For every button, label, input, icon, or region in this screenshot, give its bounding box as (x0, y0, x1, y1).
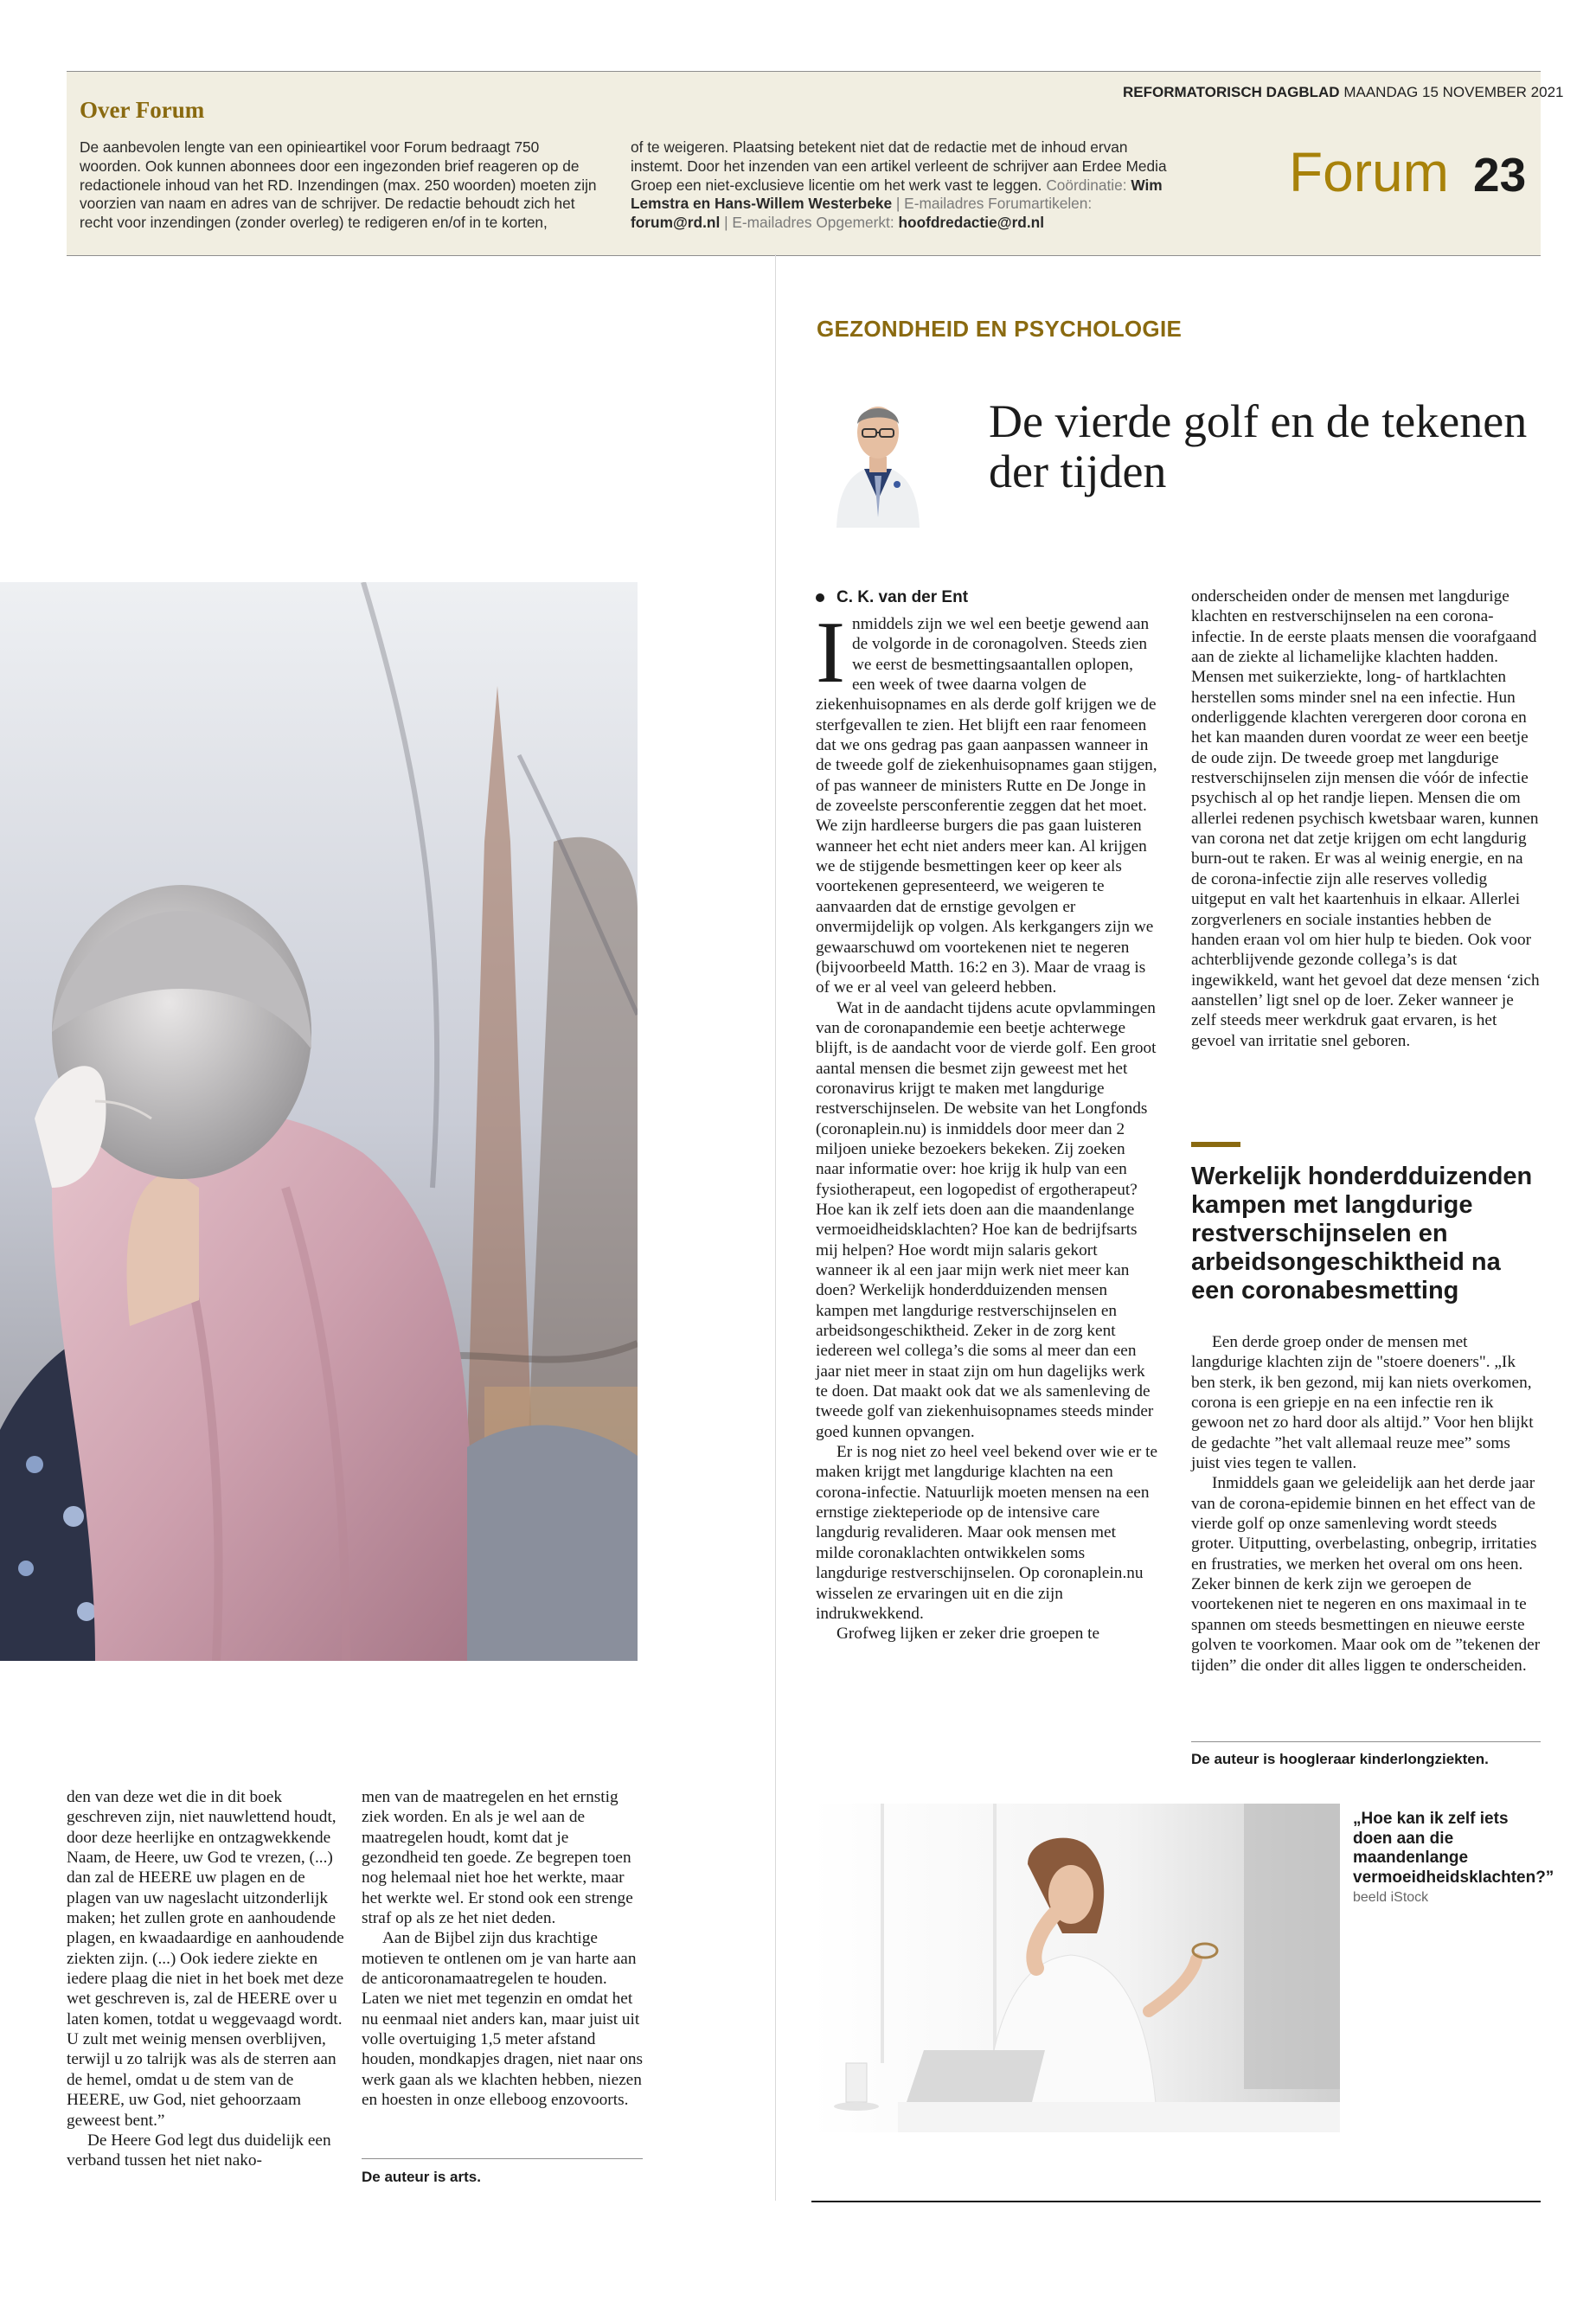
article-column-2 (1191, 586, 1541, 1051)
pull-quote: Werkelijk honderdduizenden kampen met langdurige restverschijnselen en arbeidsongeschiktheid na een coronabesmetting (1191, 1163, 1533, 1304)
tired-woman-office-photo (811, 1804, 1340, 2132)
paragraph: den van deze wet die in dit boek geschreven zijn, niet nauwlettend houdt, door deze heerlijke en ontzagwekkende Naam, de Heere, uw God te vrezen, (...) dan zal de HEERE uw plagen en de plagen van uw nageslacht uitzonderlijk maken; het zullen grote en aanhoudende plagen, en kwaadaardige en aanhoudende ziekten zijn. (...) Ook iedere ziekte en iedere plaag die niet in het boek met deze wet geschreven is, zal de HEERE over u laten komen, totdat u weggevaagd wordt. U zult met weinig mensen overblijven, terwijl u zo talrijk was als de sterren aan de hemel, omdat u de stem van de HEERE, uw God, niet gehoorzaam geweest bent.” (67, 1788, 344, 2130)
email-forum-link[interactable]: forum@rd.nl (631, 214, 721, 232)
paragraph: Grofweg lijken er zeker drie groepen te (836, 1625, 1100, 1644)
forum-intro-column-2 (631, 138, 1170, 233)
author-portrait (830, 379, 926, 528)
paragraph-text: nmiddels zijn we wel een beetje gewend aan de volgorde in de coronagolven. Steeds zien we eerst de besmettingsaantallen oplopen, een week of twee daarna volgen de ziekenhuisopnames en als derde golf krijgen we de sterfgevallen te zien. Het blijft een raar fenomeen dat we ons gedrag pas gaan aanpassen wanneer in de tweede golf de ziekenhuisopnames gaan stijgen, of pas wanneer de ministers Rutte en De Jonge in de zoveelste persconferentie zeggen dat het moet. We zijn hardleerse burgers die pas gaan luisteren wanneer het echt niet anders meer kan. Al krijgen we de stijgende besmettingen keer op keer als voortekenen gepresenteerd, we weigeren te aanvaarden dat de ernstige gevolgen er onvermijdelijk op volgen. Als kerkgangers zijn we gewaarschuwd om voortekenen niet te negeren (bijvoorbeeld Matth. 16:2 en 3). Maar de vraag is of we er al veel van geleerd hebben. (816, 615, 1157, 997)
paragraph (816, 604, 1157, 998)
byline-bullet-icon (816, 593, 824, 602)
left-article-column-1 (67, 1787, 352, 2171)
column-gutter-rule (775, 254, 776, 2201)
author-name: C. K. van der Ent (836, 588, 969, 606)
caption-quote: „Hoe kan ik zelf iets doen aan die maandenlange vermoeidheidsklachten?” (1353, 1810, 1554, 1887)
caption-credit: beeld iStock (1353, 1890, 1429, 1905)
pull-quote-rule (1191, 1142, 1240, 1147)
bottom-rule (811, 2201, 1541, 2202)
page-number: 23 (1473, 148, 1527, 202)
paragraph: Een derde groep onder de mensen met langdurige klachten zijn de "stoere doeners". „Ik ben sterk, ik ben gezond, mij kan niets overkomen, corona is een griepje en na een infectie ren ik gewoon net zo hard door als altijd.” Voor hen blijkt de gedachte ”het valt allemaal reuze mee” soms juist vies tegen te vallen. (1191, 1333, 1534, 1473)
paragraph: men van de maatregelen en het ernstig ziek worden. En als je wel aan de maatregelen houdt, komt dat je gezondheid ten goede. Ze begrepen toen nog helemaal niet hoe het werkte, maar het werkte wel. Er stond ook een strenge straf op als ze het niet deden. (362, 1788, 633, 1928)
left-article-column-2 (362, 1787, 643, 2111)
over-forum-title: Over Forum (80, 97, 205, 123)
photo-caption (1353, 1810, 1554, 1908)
forum-intro-column-1: De aanbevolen lengte van een opinieartikel voor Forum bedraagt 750 woorden. Ook kunnen abonnees door een ingezonden brief reageren op de redactionele inhoud van het RD. Inzendingen (max. 250 woorden) moeten zijn voorzien van naam en adres van de schrijver. De redactie behoudt zich het recht voor inzendingen (zonder overleg) te redigeren en/of in te korten, (80, 138, 597, 232)
left-author-note-rule (362, 2158, 643, 2159)
drop-cap: I (816, 604, 845, 702)
newspaper-name: REFORMATORISCH DAGBLAD (1123, 84, 1340, 100)
coordination-label: Coördinatie: (1046, 176, 1127, 194)
article-column-2-continued (1191, 1332, 1541, 1676)
woman-with-mask-photo (0, 582, 638, 1661)
section-label: GEZONDHEID EN PSYCHOLOGIE (817, 316, 1183, 342)
paragraph: Wat in de aandacht tijdens acute opvlammingen van de coronapandemie een beetje achterwege blijft, is de aandacht voor de vierde golf. Een groot aantal mensen die besmet zijn geweest met het coronavirus krijgt te maken met langdurige restverschijnselen. De website van het Longfonds (coronaplein.nu) is inmiddels door meer dan 2 miljoen unieke bezoekers bekeken. Zij zoeken naar informatie over: hoe krijg ik hulp van een fysiotherapeut, een logopedist of ergotherapeut? Hoe kan ik zelf iets doen aan die maandenlange vermoeidheidsklachten? Hoe kan de bedrijfsarts mij helpen? Hoe wordt mijn salaris gekort wanneer ik al een jaar mijn werk niet meer kan doen? Werkelijk honderdduizenden mensen kampen met langdurige restverschijnselen en arbeidsongeschiktheid. Zeker in de zorg kent iedereen wel collega’s die soms al meer dan een jaar niet meer in staat zijn om hun dagelijks werk te doen. Dat maakt ook dat we als samenleving de tweede golf van ziekenhuisopnames steeds minder goed kunnen opvangen. (816, 998, 1157, 1441)
article-column-1 (816, 604, 1158, 1644)
paragraph: onderscheiden onder de mensen met langdurige klachten en restverschijnselen na een corona-infectie. In de eerste plaats mensen die voorafgaand aan de ziekte al lichamelijke klachten hadden. Mensen met suikerziekte, long- of hartklachten herstellen soms minder snel na een infectie. Hun onderliggende klachten verergeren door corona en het kan maanden duren voordat ze weer een beetje de oude zijn. De tweede groep met langdurige restverschijnselen zijn mensen die vóór de infectie psychisch al op het randje liepen. Mensen die om allerlei redenen psychisch kwetsbaar waren, kunnen van corona net dat zetje krijgen om echt langdurig burn-out te raken. Er was al weinig energie, en na de corona-infectie zijn alle reserves volledig uitgeput en valt het kaartenhuis in elkaar. Allerlei zorgverleners en sociale instanties hebben de handen eraan vol om hier hulp te bieden. Ook voor achterblijvende gezonde collega’s is dat ingewikkeld, want het gevoel dat deze mensen ‘zich aanstellen’ ligt snel op de loer. Zeker wanneer je zelf steeds meer werkdruk gaat ervaren, is het gevoel van irritatie snel geboren. (1191, 587, 1540, 1050)
author-note: De auteur is hoogleraar kinderlongziekten. (1191, 1751, 1489, 1767)
paragraph: Aan de Bijbel zijn dus krachtige motieven te ontlenen om je van harte aan de anticoronamaatregelen te houden. Laten we niet met tegenzin en omdat het nu eenmaal niet anders kan, maar juist uit volle overtuiging 1,5 meter afstand houden, mondkapjes dragen, niet naar ons werk gaan als we klachten hebben, niezen en hoesten in onze elleboog enzovoorts. (362, 1929, 644, 2110)
paragraph: Inmiddels gaan we geleidelijk aan het derde jaar van de corona-epidemie binnen en het effect van de vierde golf op onze samenleving wordt steeds groter. Uitputting, overbelasting, onbegrip, irritaties en frustraties, we merken het overal om ons heen. Zeker binnen de kerk zijn we geroepen de voortekenen niet te negeren en ons maximaal in te spannen om steeds besmettingen en nieuwe eerste golven te voorkomen. Maar ook om de ”tekenen der tijden” die onder dit alles liggen te onderscheiden. (1191, 1474, 1541, 1675)
email-opgemerkt-link[interactable]: hoofdredactie@rd.nl (898, 214, 1045, 232)
email-label-opgemerkt: | E-mailadres Opgemerkt: (724, 214, 894, 232)
masthead-date-line (1123, 84, 1564, 101)
headline: De vierde golf en de tekenen der tijden (989, 395, 1528, 497)
forum-intro-text: of te weigeren. Plaatsing betekent niet dat de redactie met de inhoud ervan instemt. Door het inzenden van een artikel verleent de schrijver aan Erdee Media Groep een niet-exclusieve licentie om het werk vast te leggen. (631, 138, 1167, 194)
email-label-forum: | E-mailadres Forumartikelen: (895, 195, 1093, 213)
issue-date: MAANDAG 15 NOVEMBER 2021 (1343, 84, 1564, 100)
paragraph: De Heere God legt dus duidelijk een verband tussen het niet nako- (67, 2131, 331, 2170)
left-author-note: De auteur is arts. (362, 2169, 481, 2185)
author-note-rule (1191, 1741, 1541, 1742)
coordination-names: Wim Lemstra en Hans-Willem Westerbeke (631, 176, 1163, 213)
paragraph: Er is nog niet zo heel veel bekend over wie er te maken krijgt met langdurige klachten na een corona-infectie. Natuurlijk moeten mensen na een ernstige ziekteperiode op de intensive care langdurig revalideren. Maar ook mensen met milde coronaklachten ontwikkelen soms langdurige restverschijnselen. Op coronaplein.nu wisselen ze ervaringen uit en die zijn indrukwekkend. (816, 1443, 1158, 1623)
section-word-forum: Forum (1289, 141, 1449, 203)
